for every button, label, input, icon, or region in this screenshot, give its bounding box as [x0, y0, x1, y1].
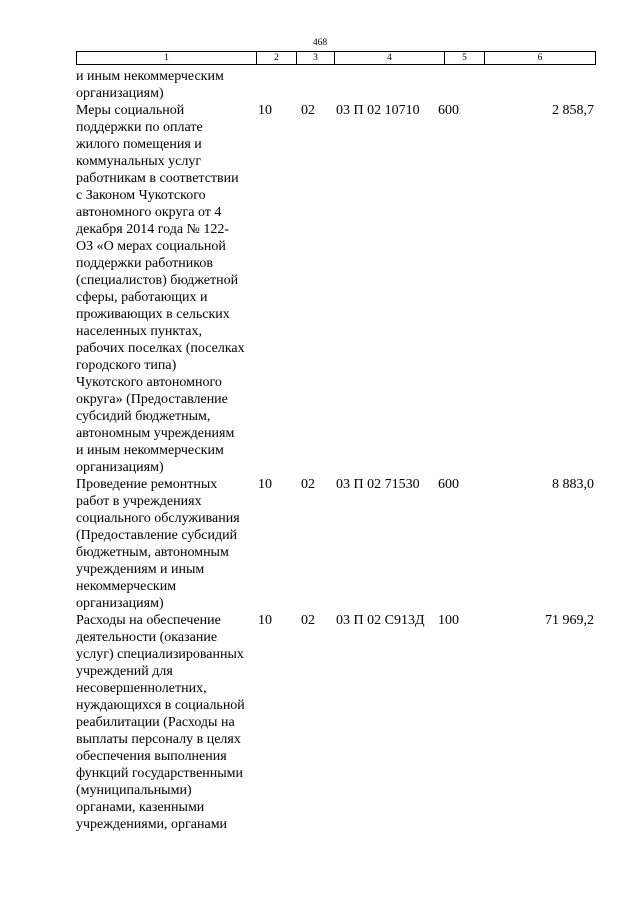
row-subsection: 02 — [301, 103, 315, 118]
table-row — [76, 102, 596, 476]
row-expense-type: 100 — [438, 613, 459, 628]
header-col-5: 5 — [445, 52, 485, 64]
row-section: 10 — [258, 477, 272, 492]
header-col-6: 6 — [537, 53, 543, 63]
row-target-article: 03 П 02 71530 — [336, 477, 420, 492]
table-row — [76, 476, 596, 612]
row-amount: 8 883,0 — [552, 477, 594, 492]
row-description: Меры социальной поддержки по оплате жилого помещения и коммунальных услуг работникам в соответствии с Законом Чукотского автономного округа от 4 декабря 2014 года № 122- ОЗ «О мерах социальной поддержки работников (специалистов) бюджетной сферы, работающих и проживающих в сельских населенных пунктах, рабочих поселках (поселках городского типа) Чукотского автономного округа» (Предоставление субсидий бюджетным, автономным учреждениям и иным некоммерческим организациям) — [76, 103, 245, 475]
row-section: 10 — [258, 103, 272, 118]
row-expense-type: 600 — [438, 477, 459, 492]
row-description: и иным некоммерческим организациям) — [76, 69, 224, 101]
table-header — [76, 51, 596, 65]
header-col-4: 4 — [335, 52, 445, 64]
row-subsection: 02 — [301, 477, 315, 492]
row-amount: 71 969,2 — [545, 613, 594, 628]
row-description: Проведение ремонтных работ в учреждениях социального обслуживания (Предоставление субсидий бюджетным, автономным учреждениям и иным некоммерческим организациям) — [76, 477, 240, 611]
page-number: 468 — [312, 38, 328, 48]
row-description: Расходы на обеспечение деятельности (оказание услуг) специализированных учреждений для несовершеннолетних, нуждающихся в социальной реабилитации (Расходы на выплаты персоналу в целях обеспечения выполнения функций государственными (муниципальными) органами, казенными учреждениями, органами — [76, 613, 245, 832]
row-subsection: 02 — [301, 613, 315, 628]
table-row — [76, 68, 596, 102]
row-amount: 2 858,7 — [552, 103, 594, 118]
row-expense-type: 600 — [438, 103, 459, 118]
table-row — [76, 612, 596, 833]
header-col-1: 1 — [77, 52, 257, 64]
header-col-2: 2 — [257, 52, 297, 64]
row-section: 10 — [258, 613, 272, 628]
budget-table — [76, 68, 596, 833]
header-col-3: 3 — [297, 52, 335, 64]
row-target-article: 03 П 02 С913Д — [336, 613, 425, 628]
row-target-article: 03 П 02 10710 — [336, 103, 420, 118]
